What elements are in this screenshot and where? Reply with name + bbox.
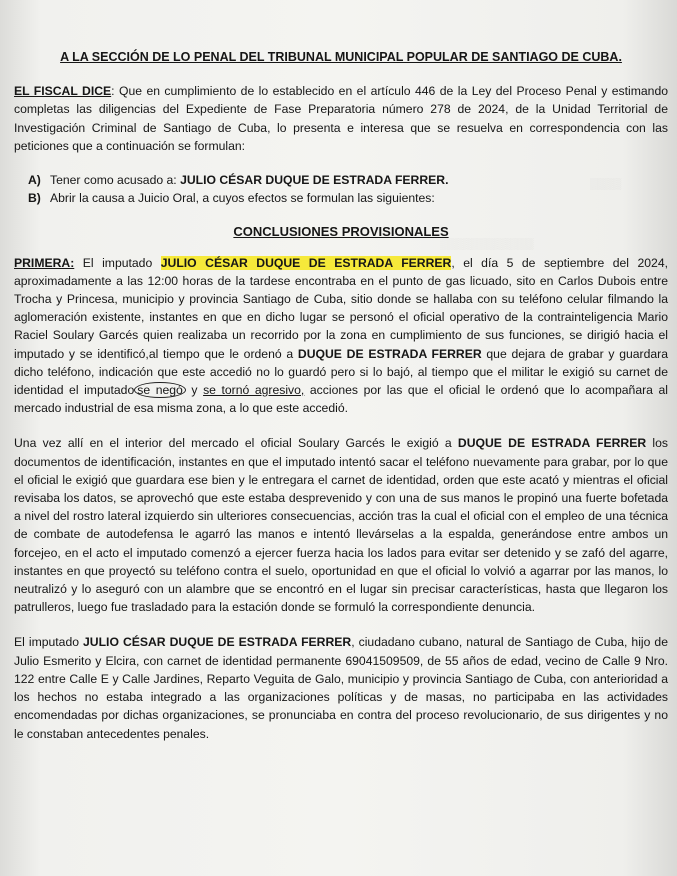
requests-list [28,171,668,207]
bleed-through: ▒▒▒▒ [590,178,622,190]
p1-text-4: y [185,383,204,398]
request-item [28,189,668,207]
intro-paragraph [14,82,668,155]
bleed-through: ▒▒▒▒▒▒▒▒▒▒▒▒ [440,238,534,250]
p2-text-2: los documentos de identificación, instantes en que el imputado intentó sacar el teléfono nuevamente para grabar, por lo que el oficial le exigió que guardara ese bien y le entregara el carnet de identidad, orden que este acató y mientras el oficial revisaba los datos, se aprovechó que este estaba desprevenido y con una de sus manos le propinó una fuerte bofetada a nivel del rostro lateral izquierdo sin ulteriores consecuencias, acción tras la cual el oficial con el empleo de una técnica de combate de autodefensa le agarró las manos e intentó llevárselas a la espalda, generándose entre ambos un forcejeo, en el acto el imputado comenzó a ejercer fuerza hacia los lados para evitar ser detenido y se zafó del agarre, instantes en que proyectó su teléfono contra el suelo, oportunidad en que el oficial lo volvió a agarrar por las manos, lo neutralizó y lo aseguró con un alambre que se encontró en el lugar sin precisar características, hasta que llegaron los patrulleros, luego fue trasladado para la estación donde se formuló la correspondiente denuncia. [14,436,668,615]
second-paragraph [14,434,668,616]
request-text [50,171,448,189]
p1-text-3: que dejara de grabar y guardara dicho teléfono, indicación que este accedió no lo guardó pero si lo bajó, al tiempo que el militar le exigió su carnet de identidad el imputado [14,346,668,398]
p1-accused-surname: DUQUE DE ESTRADA FERRER [297,346,482,361]
first-conclusion-paragraph [14,254,668,418]
document-body [14,48,668,743]
underlined-phrase: se tornó agresivo, [203,383,305,398]
p1-text-2: , el día 5 de septiembre del 2024, aproximadamente a las 12:00 horas de la tardese encontraba en el punto de gas licuado, sito en Carlos Dubois entre Trocha y Princesa, municipio y provincia Santiago de Cuba, sitio donde se hallaba con su teléfono celular filmando la aglomeración existente, instantes en que en dicho lugar se personó el oficial operativo de la contrainteligencia Mario Raciel Soulary Garcés quien realizaba un recorrido por la zona en cumplimiento de sus funciones, se dirigió hacia el imputado y se identificó,al tiempo que le ordenó a [14,255,669,361]
request-text-a: Tener como acusado a: [50,173,181,188]
circled-phrase: se negó [134,382,186,398]
p3-accused-name: JULIO CÉSAR DUQUE DE ESTRADA FERRER [83,635,352,650]
request-letter: A) [28,173,41,188]
request-letter: B) [28,191,41,206]
p2-text-1: Una vez allí en el interior del mercado el oficial Soulary Garcés le exigió a [14,436,458,451]
document-heading: A LA SECCIÓN DE LO PENAL DEL TRIBUNAL MUNICIPAL POPULAR DE SANTIAGO DE CUBA. [60,50,622,64]
first-label: PRIMERA: [14,255,75,270]
request-item [28,171,668,189]
accused-name: JULIO CÉSAR DUQUE DE ESTRADA FERRER. [180,173,449,188]
p3-text-2: , ciudadano cubano, natural de Santiago de Cuba, hijo de Julio Esmerito y Elcira, con carnet de identidad permanente 69041509509, de 55 años de edad, vecino de Calle 9 Nro. 122 entre Calle E y Calle Jardines, Reparto Veguita de Galo, municipio y provincia Santiago de Cuba, con anterioridad a los hechos no estaba integrado a las organizaciones políticas y de masas, no participaba en las actividades encomendadas por dichas organizaciones, se pronunciaba en contra del proceso revolucionario, de sus dirigentes y no le constaban antecedentes penales. [14,635,668,741]
request-text-b: Abrir la causa a Juicio Oral, a cuyos efectos se formulan las siguientes: [50,191,435,206]
p3-text-1: El imputado [14,635,84,650]
paragraph-gap [14,417,668,434]
intro-text: : Que en cumplimiento de lo establecido en el artículo 446 de la Ley del Proceso Penal y estimando completas las diligencias del Expediente de Fase Preparatoria número 278 de 2024, de la Unidad Territorial de Investigación Criminal de Santiago de Cuba, lo presenta e interesa que se resuelva en correspondencia con las peticiones que a continuación se formulan: [14,84,668,153]
third-paragraph [14,633,668,742]
p1-text-1: El imputado [74,255,161,270]
p2-accused-surname: DUQUE DE ESTRADA FERRER [457,436,647,451]
intro-label: EL FISCAL DICE [14,84,112,99]
paragraph-gap [14,616,668,633]
p1-text-5: acciones por las que el oficial le ordenó que lo acompañara al mercado industrial de esa misma zona, a lo que este accedió. [14,383,668,416]
conclusions-heading: CONCLUSIONES PROVISIONALES [233,224,449,240]
highlighted-accused-name: JULIO CÉSAR DUQUE DE ESTRADA FERRER [160,255,452,270]
